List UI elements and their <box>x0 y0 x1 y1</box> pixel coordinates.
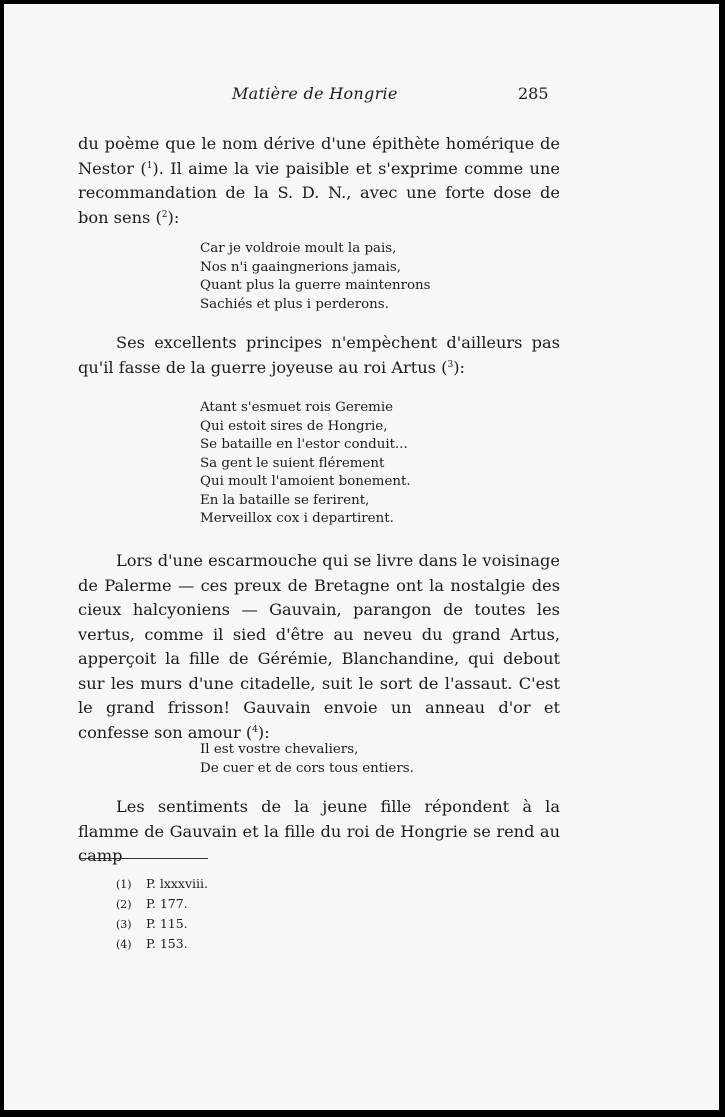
footnote-text: P. 115. <box>146 916 188 931</box>
verse-block-3 <box>200 741 500 778</box>
footnote-item <box>116 934 208 954</box>
footnote-ref-1: 1 <box>146 160 153 171</box>
verse-line: De cuer et de cors tous entiers. <box>200 760 414 776</box>
verse-block-2 <box>200 399 500 529</box>
verse-line: En la bataille se ferirent, <box>200 492 370 508</box>
verse-line: Qui moult l'amoient bonement. <box>200 474 411 489</box>
paragraph-4: Les sentiments de la jeune fille répondent à la flamme de Gauvain et la fille du roi de Hongrie se rend au camp <box>78 797 560 865</box>
verse-line: Car je voldroie moult la pais, <box>200 241 397 256</box>
verse-line: Atant s'esmuet rois Geremie <box>200 400 394 415</box>
footnote-item <box>116 894 208 914</box>
verse-line: Quant plus la guerre maintenrons <box>200 278 431 293</box>
footnotes <box>116 874 208 954</box>
verse-line: Qui estoit sires de Hongrie, <box>200 418 388 434</box>
verse-line: Merveillox cox i departirent. <box>200 511 394 526</box>
running-title: Matière de Hongrie <box>232 84 398 103</box>
footnote-ref-4: 4 <box>252 724 258 735</box>
page-header <box>4 84 719 108</box>
paragraph-2: Ses excellents principes n'empèchent d'ailleurs pas qu'il fasse de la guerre joyeuse au roi Artus ($^3$): <box>78 333 560 377</box>
footnote-number: (4) <box>116 938 132 951</box>
verse-block-1 <box>200 240 500 314</box>
footnote-divider <box>80 858 208 859</box>
footnote-number: (3) <box>116 918 132 931</box>
footnote-item <box>116 914 208 934</box>
paragraph-3: Lors d'une escarmouche qui se livre dans le voisinage de Palerme — ces preux de Bretagne ont la nostalgie des cieux halcyoniens — Gauvain, parangon de toutes les vertus, comme il sied d'être au neveu du grand Artus, apperçoit la fille de Gérémie, Blanchandine, qui debout sur les murs d'une citadelle, suit le sort de l'assaut. C'est le grand frisson! Gauvain envoie un anneau d'or et confesse son amour ($^4$): <box>78 551 560 742</box>
footnote-text: P. 153. <box>146 936 188 951</box>
verse-line: Sachiés et plus i perderons. <box>200 296 389 312</box>
footnote-item <box>116 874 208 894</box>
footnote-ref-2: 2 <box>161 209 168 220</box>
verse-line: Nos n'i gaaingnerions jamais, <box>200 259 402 275</box>
verse-line: Se bataille en l'estor conduit... <box>200 437 408 452</box>
verse-line: Sa gent le suient flérement <box>200 455 385 471</box>
verse-line: Il est vostre chevaliers, <box>200 742 359 757</box>
page-number: 285 <box>518 84 549 103</box>
footnote-number: (2) <box>116 898 132 911</box>
paragraph-1: du poème que le nom dérive d'une épithète homérique de Nestor ($^1$). Il aime la vie paisible et s'exprime comme une recommandation de la S. D. N., avec une forte dose de bon sens ($^2$): <box>78 134 560 227</box>
footnote-text: P. 177. <box>146 896 188 911</box>
footnote-ref-3: 3 <box>447 359 454 370</box>
footnote-text: P. lxxxviii. <box>146 876 208 891</box>
book-page <box>4 4 719 1110</box>
footnote-number: (1) <box>116 878 132 891</box>
